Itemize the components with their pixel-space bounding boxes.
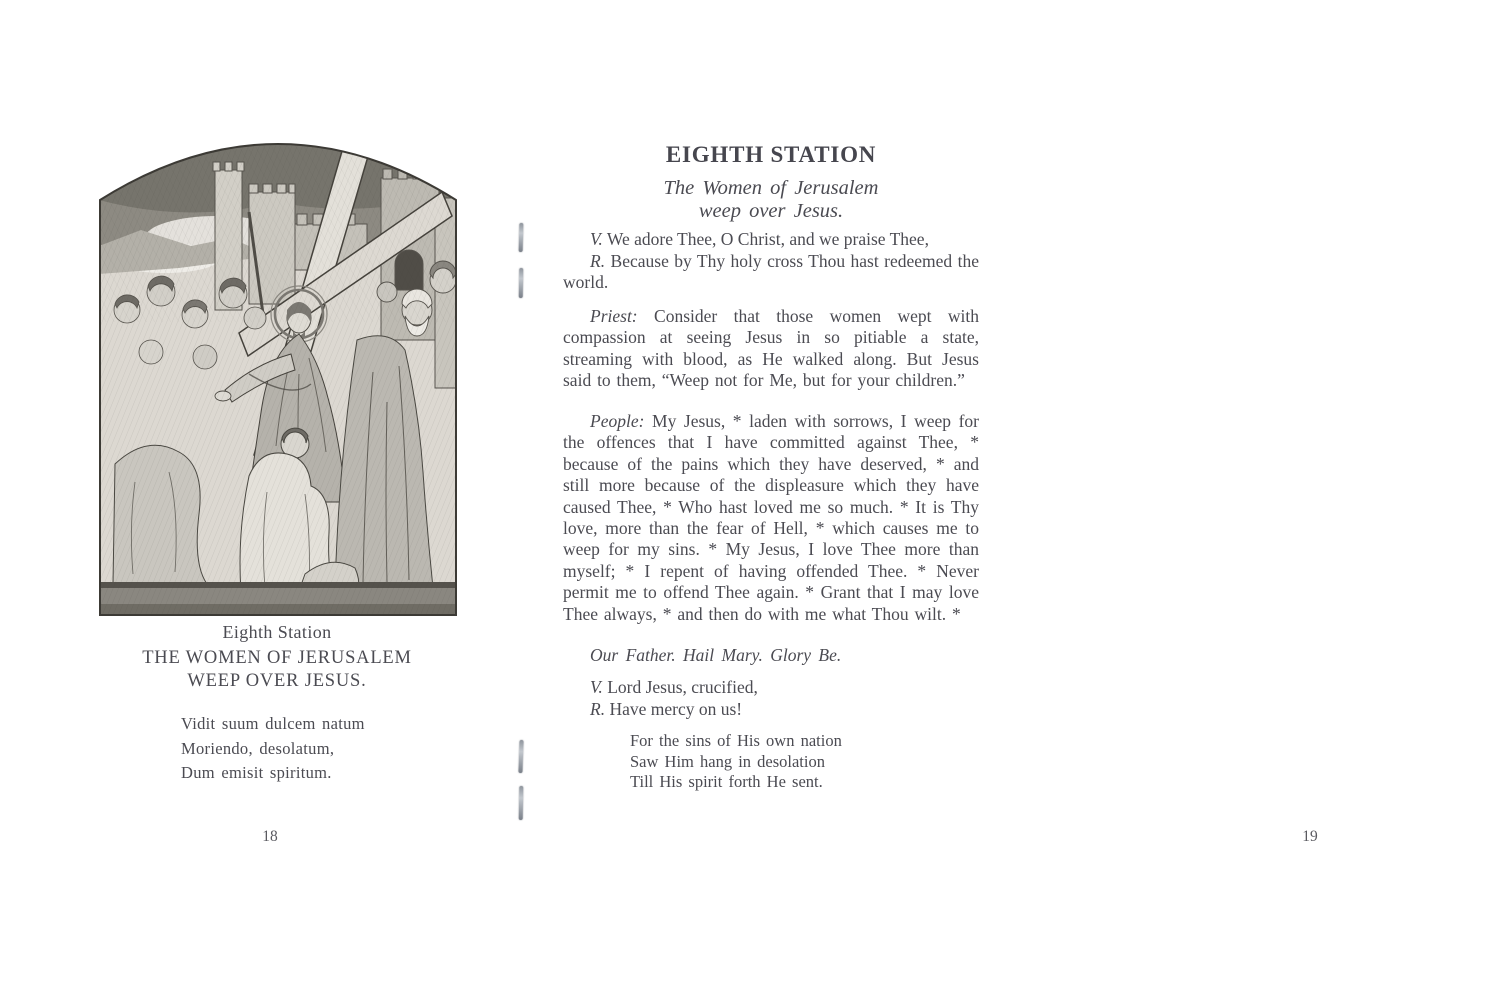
left-caption-title: Eighth Station xyxy=(222,622,332,642)
engraving-frame xyxy=(99,142,457,616)
prayers-line: Our Father. Hail Mary. Glory Be. xyxy=(590,645,842,665)
station-subtitle-line1: The Women of Jerusalem xyxy=(663,177,879,199)
priest-text: Consider that those women wept with compassion at seeing Jesus in so pitiable a state, streaming with blood, as He walked along. But Jesus said to them, “Weep not for Me, but for your children.” xyxy=(563,306,979,391)
binding-staple xyxy=(519,786,523,820)
versicle-r-label: R. xyxy=(590,250,606,271)
versicle-r-label: R. xyxy=(590,698,606,719)
versicle-line xyxy=(563,677,979,699)
latin-verse-line: Vidit suum dulcem natum xyxy=(181,714,365,733)
versicle-v-label: V. xyxy=(590,229,603,249)
station-subtitle xyxy=(563,177,979,223)
left-caption-caps-line1: THE WOMEN OF JERUSALEM xyxy=(142,648,412,668)
response-line xyxy=(563,699,979,721)
latin-verse-line: Moriendo, desolatum, xyxy=(181,738,335,758)
versicle-response-mercy xyxy=(563,677,979,720)
english-verse-line: Till His spirit forth He sent. xyxy=(630,772,823,792)
left-caption-caps-line2: WEEP OVER JESUS. xyxy=(187,671,367,691)
priest-label: Priest: xyxy=(590,306,638,326)
versicle-v-text: Lord Jesus, crucified, xyxy=(607,677,758,697)
versicle-v-text: We adore Thee, O Christ, and we praise Thee, xyxy=(606,229,929,249)
response-line xyxy=(563,251,979,294)
versicle-response-adoration xyxy=(563,229,979,294)
english-verse-line: For the sins of His own nation xyxy=(630,731,842,750)
station-title: EIGHTH STATION xyxy=(665,142,877,167)
latin-verse xyxy=(181,712,365,786)
right-page xyxy=(563,0,1318,1000)
people-text: My Jesus, * laden with sorrows, I weep for the offences that I have committed against Thee, * because of the pains which they have deserved, * and still more because of the displeasure which they have caused Thee, * Who hast loved me so much. * It is Thy love, more than the fear of Hell, * which causes me to weep for my sins. * My Jesus, I love Thee more than myself; * I repent of having offended Thee. * Never permit me to offend Thee again. * Grant that I may love Thee always, * and then do with me what Thou wilt. * xyxy=(563,411,980,624)
people-paragraph xyxy=(563,411,979,625)
page-number-right: 19 xyxy=(1302,828,1318,845)
page-number-left: 18 xyxy=(262,828,278,845)
versicle-v-label: V. xyxy=(590,677,603,697)
versicle-line xyxy=(563,229,979,251)
engraving-hatch-overlay-sky xyxy=(99,142,457,322)
station-engraving-image xyxy=(99,142,457,616)
station-subtitle-line2: weep over Jesus. xyxy=(698,200,844,222)
binding-staple xyxy=(518,740,523,773)
latin-verse-line: Dum emisit spiritum. xyxy=(181,763,332,782)
people-label: People: xyxy=(590,411,645,431)
english-verse-line: Saw Him hang in desolation xyxy=(630,751,825,771)
priest-paragraph xyxy=(563,306,979,392)
versicle-r-text: Because by Thy holy cross Thou hast redeemed the world. xyxy=(563,250,979,292)
binding-staple xyxy=(519,223,523,252)
binding-staple xyxy=(519,268,523,298)
versicle-r-text: Have mercy on us! xyxy=(609,698,743,719)
english-verse xyxy=(630,731,842,793)
